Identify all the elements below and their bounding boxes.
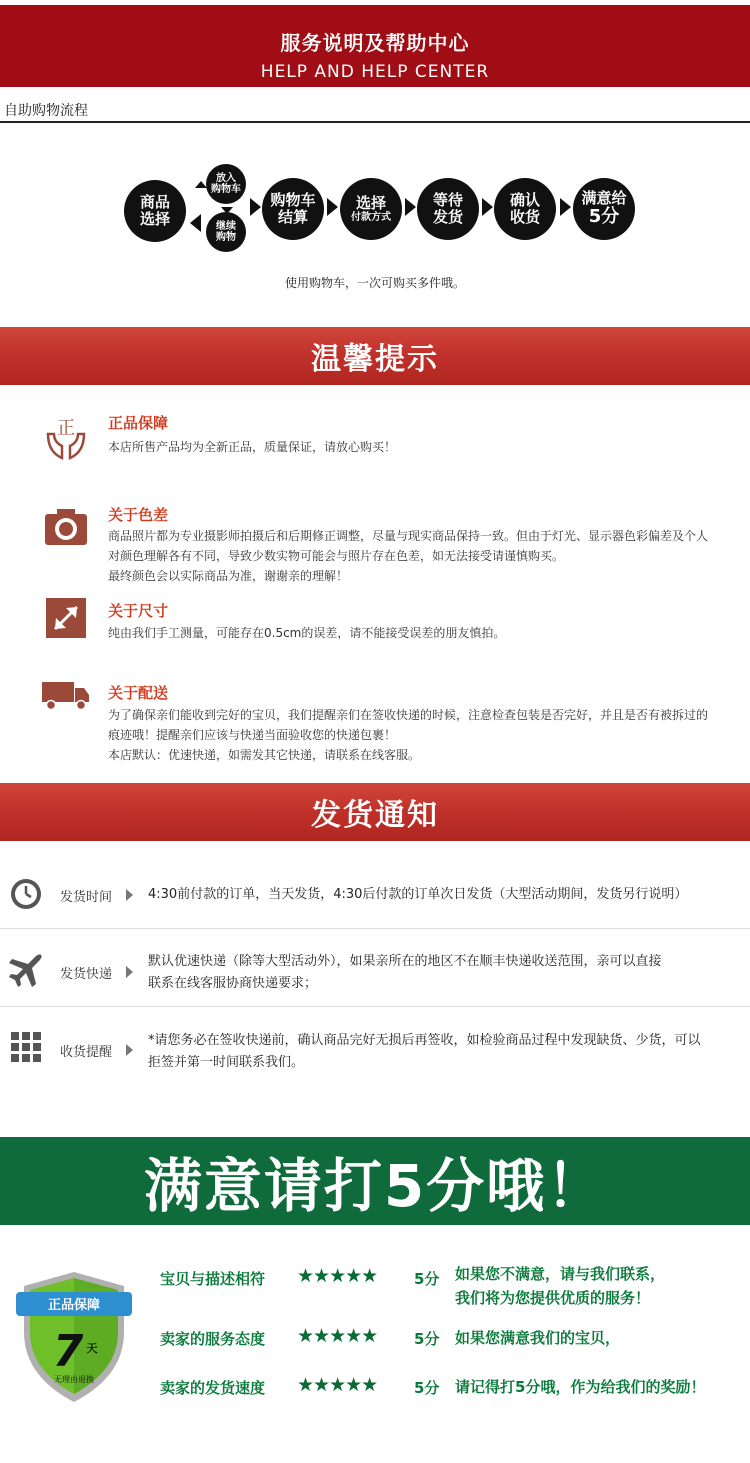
tips-banner-title: 温馨提示 xyxy=(311,342,439,377)
svg-text:无理由退换: 无理由退换 xyxy=(54,1375,94,1384)
header-title-cn: 服务说明及帮助中心 xyxy=(280,31,470,55)
rating-message: 如果您不满意，请与我们联系， 我们将为您提供优质的服务！ xyxy=(455,1265,666,1307)
flow-note: 使用购物车，一次可购买多件哦。 xyxy=(284,276,465,290)
tip-body-delivery: 为了确保亲们能收到完好的宝贝，我们提醒亲们在签收快递的时候，注意检查包装是否完好，并且是否有被拆过的 痕迹哦！提醒亲们应该与快递当面验收您的快递包裹！ 本店默认：优速快递，如需发其它快递，请联系在线客服。 xyxy=(108,708,709,762)
clock-icon xyxy=(10,878,42,910)
arrow-left-icon xyxy=(190,214,201,232)
triangle-right-icon xyxy=(126,966,133,978)
flow-step-checkout: 购物车 结算 xyxy=(262,178,324,240)
star-rating-icon: ★★★★★ xyxy=(297,1374,378,1396)
ship-label-time: 发货时间 xyxy=(60,890,113,905)
flow-step-continue: 继续 购物 xyxy=(206,212,246,252)
flow-step-rate: 满意给 5分 xyxy=(573,178,635,240)
tips-banner xyxy=(0,327,750,385)
rating-message: 请记得打5分哦，作为给我们的奖励！ xyxy=(455,1378,706,1396)
divider xyxy=(0,1006,750,1007)
flow-step-confirm: 确认 收货 xyxy=(494,178,556,240)
flow-divider xyxy=(0,121,750,123)
ship-text-receive: *请您务必在签收快递前，确认商品完好无损后再签收，如检验商品过程中发现缺货、少货，可以 拒签并第一时间联系我们。 xyxy=(148,1033,701,1070)
hands-icon xyxy=(44,412,88,462)
tip-title-authentic: 正品保障 xyxy=(108,414,169,432)
tip-body-color: 商品照片都为专业摄影师拍摄后和后期修正调整，尽量与现实商品保持一致。但由于灯光、显示器色彩偏差及个人 对颜色理解各有不同，导致少数实物可能会与照片存在色差，如无法接受请谨慎购买。 最终颜色会以实际商品为准，谢谢亲的理解！ xyxy=(108,529,709,583)
shipping-banner-title: 发货通知 xyxy=(311,798,439,833)
arrow-right-icon xyxy=(560,198,571,216)
page-header xyxy=(0,5,750,87)
arrow-right-icon xyxy=(250,198,261,216)
divider xyxy=(0,928,750,929)
ship-text-time: 4:30前付款的订单，当天发货，4:30后付款的订单次日发货（大型活动期间，发货另行说明） xyxy=(148,887,688,902)
rating-label-description: 宝贝与描述相符 xyxy=(160,1270,266,1288)
rating-score: 5分 xyxy=(414,1330,440,1348)
arrow-right-icon xyxy=(482,198,493,216)
truck-icon xyxy=(42,680,90,710)
rating-message: 如果您满意我们的宝贝， xyxy=(455,1329,621,1347)
tip-title-color: 关于色差 xyxy=(108,506,169,524)
resize-icon xyxy=(46,598,86,638)
flow-title: 自助购物流程 xyxy=(4,103,88,119)
tip-body-authentic: 本店所售产品均为全新正品，质量保证，请放心购买！ xyxy=(108,440,397,454)
airplane-icon xyxy=(8,952,44,988)
svg-text:正品保障: 正品保障 xyxy=(47,1298,101,1313)
flow-step-select: 商品 选择 xyxy=(124,180,186,242)
flow-step-payment: 选择 付款方式 xyxy=(340,178,402,240)
ship-text-courier: 默认优速快递（除等大型活动外），如果亲所在的地区不在顺丰快递收送范围，亲可以直接 联系在线客服协商快递要求； xyxy=(148,954,662,991)
rating-banner-title: 满意请打5分哦！ xyxy=(143,1152,607,1220)
rating-score: 5分 xyxy=(414,1270,440,1288)
shipping-banner xyxy=(0,783,750,841)
triangle-right-icon xyxy=(126,889,133,901)
grid-icon xyxy=(11,1032,41,1062)
rating-banner xyxy=(0,1137,750,1225)
flow-step-add-cart: 放入 购物车 xyxy=(206,164,246,204)
arrow-right-icon xyxy=(327,198,338,216)
svg-text:正: 正 xyxy=(57,418,75,439)
ship-label-courier: 发货快递 xyxy=(60,967,113,982)
svg-text:7: 7 xyxy=(52,1326,84,1377)
rating-score: 5分 xyxy=(414,1379,440,1397)
shield-badge-icon xyxy=(14,1268,134,1406)
tip-body-size: 纯由我们手工测量，可能存在0.5cm的误差，请不能接受误差的朋友慎拍。 xyxy=(108,626,506,640)
rating-label-shipping: 卖家的发货速度 xyxy=(160,1379,266,1397)
flow-step-wait: 等待 发货 xyxy=(417,178,479,240)
arrow-right-icon xyxy=(405,198,416,216)
header-title-en: HELP AND HELP CENTER xyxy=(260,62,490,82)
ship-label-receive: 收货提醒 xyxy=(60,1045,113,1060)
star-rating-icon: ★★★★★ xyxy=(297,1325,378,1347)
rating-label-service: 卖家的服务态度 xyxy=(160,1330,266,1348)
camera-icon xyxy=(44,508,88,546)
tip-title-delivery: 关于配送 xyxy=(108,684,169,702)
svg-text:天: 天 xyxy=(86,1342,98,1355)
triangle-right-icon xyxy=(126,1044,133,1056)
star-rating-icon: ★★★★★ xyxy=(297,1265,378,1287)
tip-title-size: 关于尺寸 xyxy=(108,602,169,620)
